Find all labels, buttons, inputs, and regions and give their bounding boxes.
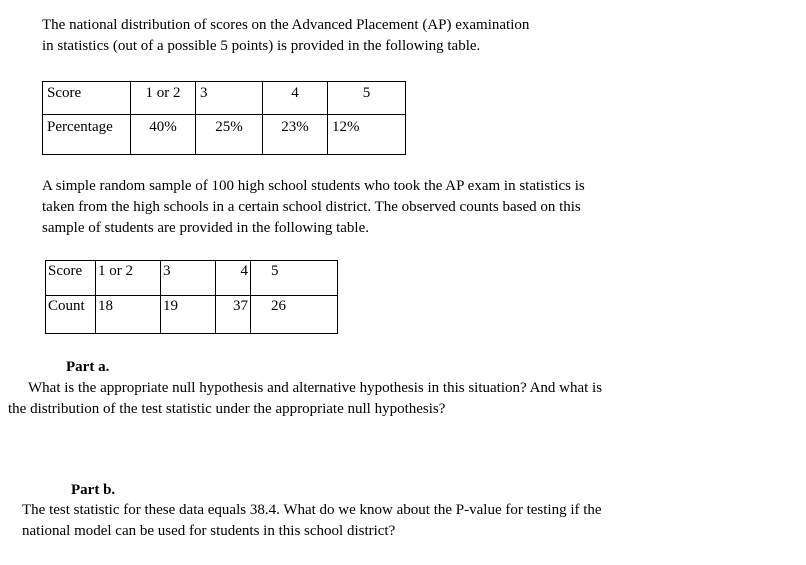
part-a-title: Part a. <box>66 359 110 375</box>
table-row <box>43 82 406 115</box>
score-cell: 4 <box>216 261 251 296</box>
part-a-line-1: What is the appropriate null hypothesis and alternative hypothesis in this situation? And what is <box>28 380 603 396</box>
score-cell: 4 <box>263 82 328 115</box>
sample-counts-table <box>45 260 338 334</box>
national-distribution-table <box>42 81 406 155</box>
row-label-score: Score <box>46 261 96 296</box>
score-cell: 1 or 2 <box>131 82 196 115</box>
table-row <box>43 115 406 155</box>
part-b-question <box>22 500 662 542</box>
row-label-score: Score <box>43 82 131 115</box>
count-cell: 18 <box>96 296 161 334</box>
score-cell: 5 <box>251 261 338 296</box>
percentage-cell: 12% <box>328 115 406 155</box>
intro-paragraph <box>42 15 602 57</box>
part-a-line-2: the distribution of the test statistic under the appropriate null hypothesis? <box>8 401 446 417</box>
row-label-count: Count <box>46 296 96 334</box>
part-b-title: Part b. <box>71 482 116 498</box>
score-cell: 1 or 2 <box>96 261 161 296</box>
sample-paragraph <box>42 176 642 239</box>
part-b-line-2: national model can be used for students in this school district? <box>22 523 396 539</box>
score-cell: 3 <box>196 82 263 115</box>
sample-line-3: sample of students are provided in the following table. <box>42 220 370 236</box>
count-cell: 37 <box>216 296 251 334</box>
score-cell: 3 <box>161 261 216 296</box>
count-cell: 26 <box>251 296 338 334</box>
part-b-line-1: The test statistic for these data equals 38.4. What do we know about the P-value for testing if the <box>22 502 602 518</box>
table-row <box>46 261 338 296</box>
intro-line-1: The national distribution of scores on the Advanced Placement (AP) examination <box>42 17 530 33</box>
intro-line-2: in statistics (out of a possible 5 points) is provided in the following table. <box>42 38 481 54</box>
percentage-cell: 23% <box>263 115 328 155</box>
row-label-percentage: Percentage <box>43 115 131 155</box>
part-a-question <box>8 378 658 420</box>
percentage-cell: 40% <box>131 115 196 155</box>
percentage-cell: 25% <box>196 115 263 155</box>
table-row <box>46 296 338 334</box>
sample-line-1: A simple random sample of 100 high school students who took the AP exam in statistics is <box>42 178 585 194</box>
score-cell: 5 <box>328 82 406 115</box>
sample-line-2: taken from the high schools in a certain school district. The observed counts based on this <box>42 199 581 215</box>
count-cell: 19 <box>161 296 216 334</box>
